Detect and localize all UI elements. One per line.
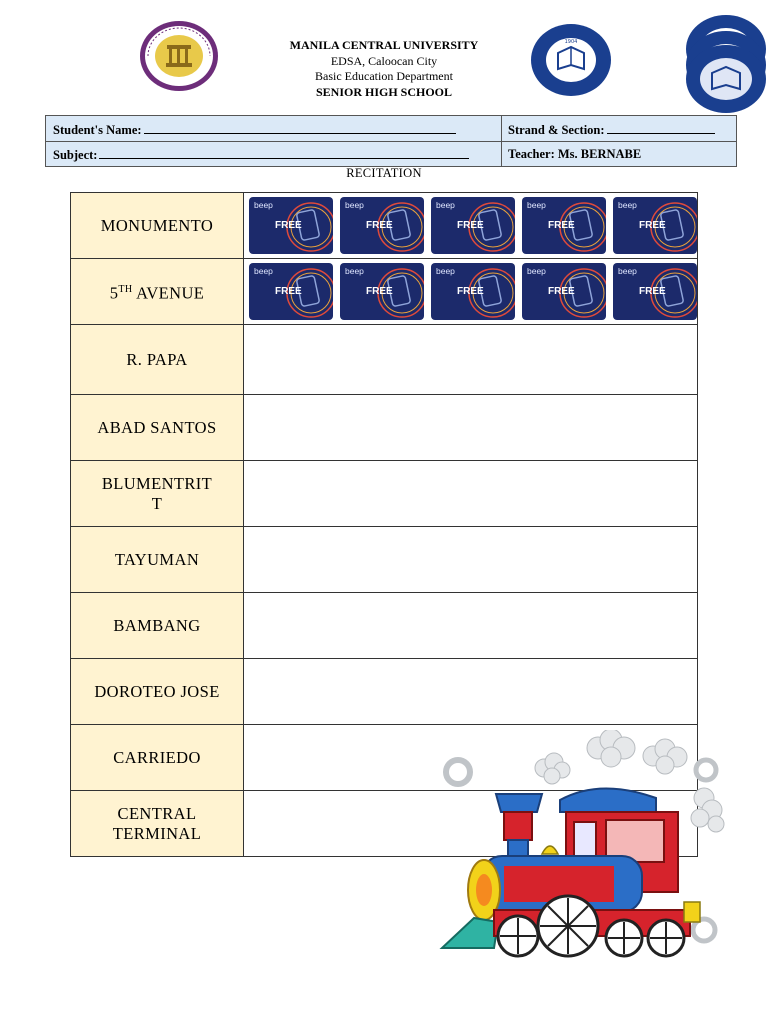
station-row <box>71 259 698 325</box>
free-label: FREE <box>366 220 393 231</box>
station-name-rest: AVENUE <box>132 283 205 303</box>
station-name: CARRIEDO <box>71 725 244 791</box>
station-name: BLUMENTRIT T <box>71 461 244 527</box>
beep-card[interactable] <box>431 197 515 254</box>
department-name: Basic Education Department <box>315 69 453 83</box>
beep-brand-label: beep <box>618 200 637 210</box>
beep-brand-label: beep <box>254 266 273 276</box>
card-slot-area[interactable] <box>244 193 698 259</box>
card-slot-area[interactable] <box>244 461 698 527</box>
beep-brand-label: beep <box>527 266 546 276</box>
beep-card[interactable] <box>613 197 697 254</box>
station-row <box>71 461 698 527</box>
station-name <box>71 259 244 325</box>
subject-field[interactable] <box>53 147 469 163</box>
strand-section-label: Strand & Section: <box>508 123 605 137</box>
station-name: MONUMENTO <box>71 193 244 259</box>
school-level: SENIOR HIGH SCHOOL <box>315 84 453 99</box>
university-seal-logo <box>138 19 220 93</box>
card-slot-area[interactable] <box>244 527 698 593</box>
station-row <box>71 659 698 725</box>
university-address: EDSA, Caloocan City <box>330 53 438 68</box>
station-name: ABAD SANTOS <box>71 395 244 461</box>
subject-label: Subject: <box>53 148 98 162</box>
card-slot-area[interactable] <box>244 593 698 659</box>
university-name: MANILA CENTRAL UNIVERSITY <box>289 38 479 52</box>
card-slot-area[interactable] <box>244 395 698 461</box>
recitation-title: RECITATION <box>346 166 422 180</box>
station-row <box>71 325 698 395</box>
free-label: FREE <box>275 286 302 297</box>
free-label: FREE <box>548 220 575 231</box>
station-name: CENTRAL TERMINAL <box>71 791 244 857</box>
student-name-label: Student's Name: <box>53 123 142 137</box>
strand-section-field[interactable] <box>508 122 715 138</box>
free-label: FREE <box>457 286 484 297</box>
beep-brand-label: beep <box>436 266 455 276</box>
beep-brand-label: beep <box>345 200 364 210</box>
free-label: FREE <box>548 286 575 297</box>
station-name: TAYUMAN <box>71 527 244 593</box>
card-slot-area[interactable] <box>244 659 698 725</box>
beep-card-list <box>244 263 697 320</box>
beep-card[interactable] <box>431 263 515 320</box>
beep-brand-label: beep <box>527 200 546 210</box>
basic-education-badge-logo <box>530 23 612 97</box>
train-illustration-icon <box>438 730 738 979</box>
beep-card[interactable] <box>340 263 424 320</box>
station-name: R. PAPA <box>71 325 244 395</box>
free-label: FREE <box>639 220 666 231</box>
student-info-table <box>45 115 737 167</box>
station-name-suffix: TH <box>118 283 133 295</box>
beep-card[interactable] <box>522 263 606 320</box>
beep-card[interactable] <box>249 263 333 320</box>
basic-education-badge-stack-logo <box>684 13 768 115</box>
beep-card[interactable] <box>249 197 333 254</box>
station-row <box>71 395 698 461</box>
beep-card[interactable] <box>613 263 697 320</box>
teacher-label: Teacher: Ms. BERNABE <box>508 147 642 161</box>
station-name: BAMBANG <box>71 593 244 659</box>
free-label: FREE <box>457 220 484 231</box>
free-label: FREE <box>366 286 393 297</box>
student-name-field[interactable] <box>53 122 456 138</box>
beep-card[interactable] <box>340 197 424 254</box>
station-name-number: 5 <box>109 283 119 303</box>
card-slot-area[interactable] <box>244 259 698 325</box>
school-header <box>260 38 508 100</box>
beep-brand-label: beep <box>618 266 637 276</box>
free-label: FREE <box>639 286 666 297</box>
badge-year: 1904 <box>564 39 578 45</box>
beep-card-list <box>244 197 697 254</box>
card-slot-area[interactable] <box>244 325 698 395</box>
beep-brand-label: beep <box>254 200 273 210</box>
station-name: DOROTEO JOSE <box>71 659 244 725</box>
station-row <box>71 193 698 259</box>
beep-card[interactable] <box>522 197 606 254</box>
beep-brand-label: beep <box>436 200 455 210</box>
free-label: FREE <box>275 220 302 231</box>
beep-brand-label: beep <box>345 266 364 276</box>
station-row <box>71 593 698 659</box>
station-row <box>71 527 698 593</box>
